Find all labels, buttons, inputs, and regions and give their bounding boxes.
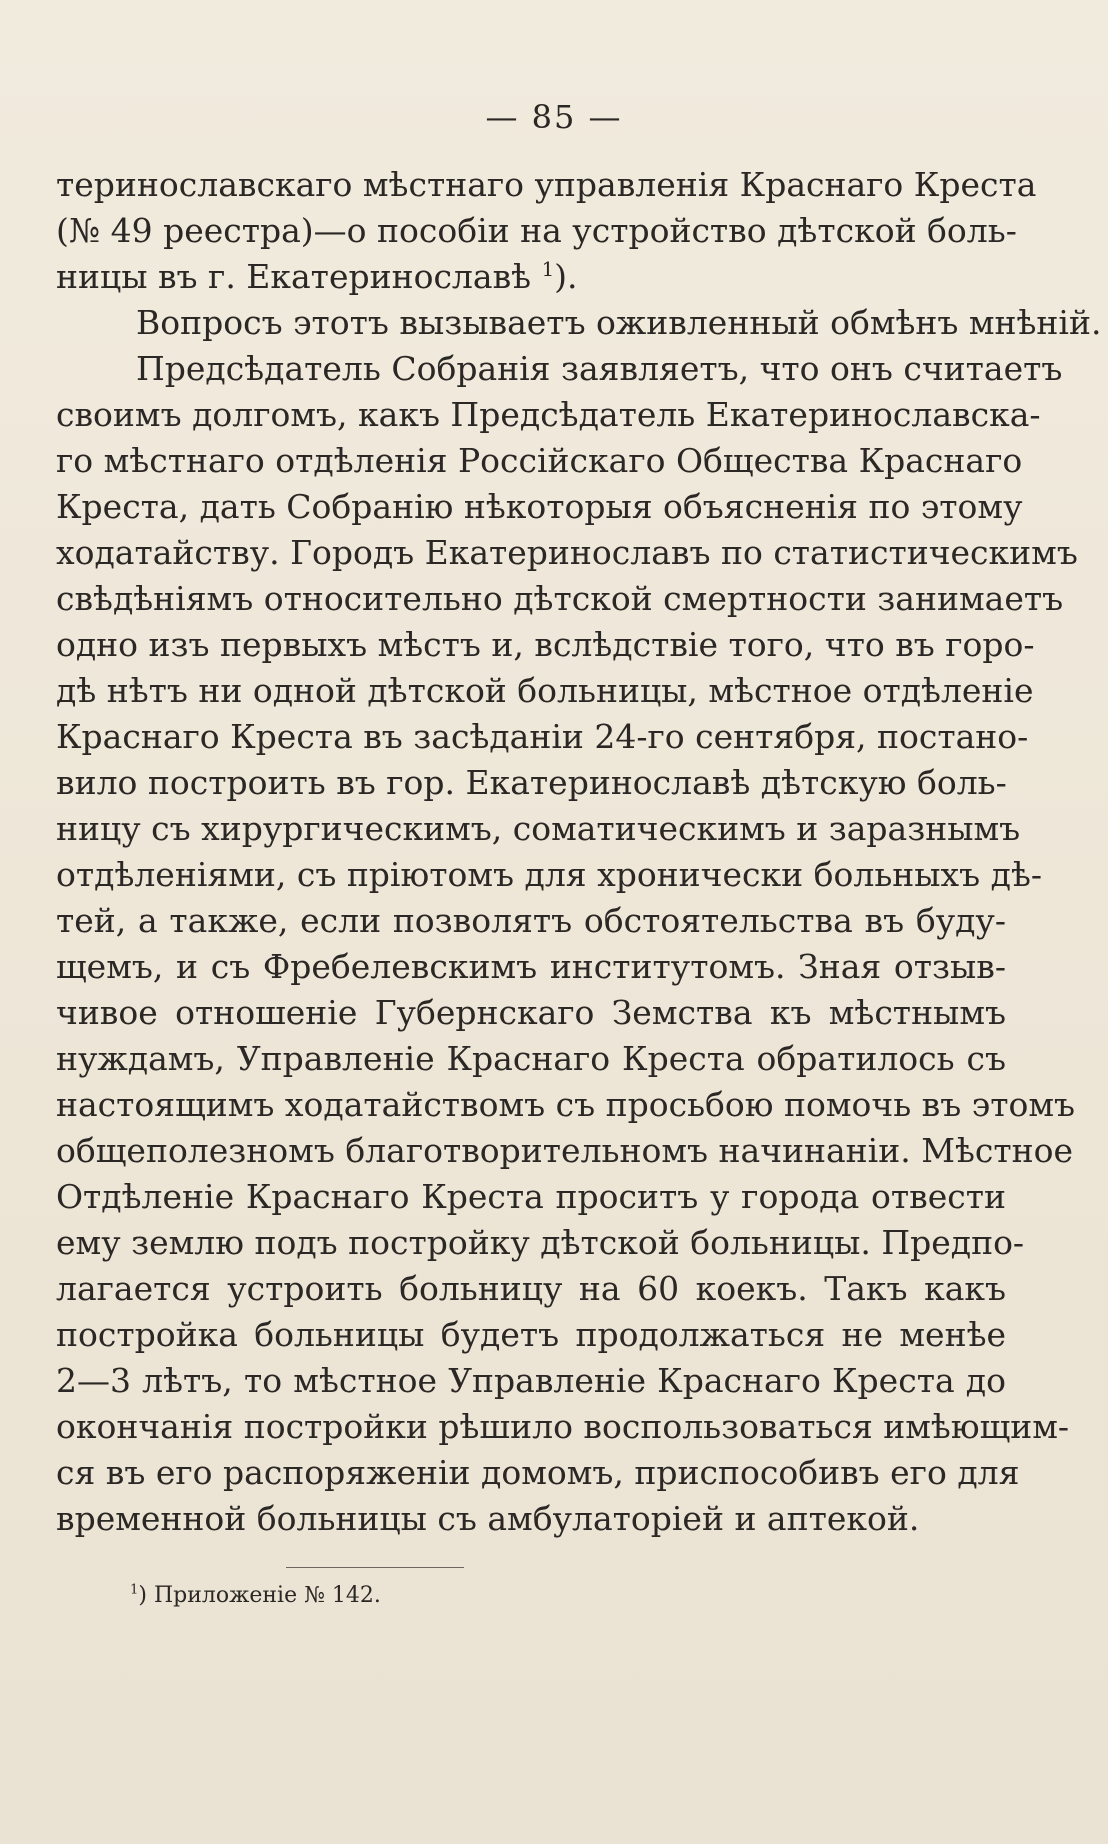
text-line: Отдѣленіе Краснаго Креста проситъ у города отвести [56, 1177, 1006, 1216]
footnote [130, 1580, 381, 1612]
text-line: го мѣстнаго отдѣленія Россійскаго Общества Краснаго [56, 441, 1023, 480]
text-line: вило построить въ гор. Екатеринославѣ дѣтскую боль- [56, 763, 1007, 802]
text-line-tail: ). [554, 257, 578, 296]
text-line: отдѣленіями, съ пріютомъ для хронически больныхъ дѣ- [56, 855, 1043, 894]
text-line: одно изъ первыхъ мѣстъ и, вслѣдствіе того, что въ горо- [56, 625, 1035, 664]
text-line-content: ницы въ г. Екатеринославѣ [56, 257, 532, 296]
text-line: окончанія постройки рѣшило воспользоваться имѣющим- [56, 1407, 1070, 1446]
text-line: свѣдѣніямъ относительно дѣтской смертности занимаетъ [56, 579, 1064, 618]
footnote-text: ) Приложеніе № 142. [138, 1583, 381, 1608]
text-line: Вопросъ этотъ вызываетъ оживленный обмѣнъ мнѣній. [136, 303, 1102, 342]
text-line: лагается устроить больницу на 60 коекъ. Такъ какъ [56, 1269, 1006, 1308]
text-line: тей, а также, если позволятъ обстоятельства въ буду- [56, 901, 1006, 940]
text-line: Краснаго Креста въ засѣданіи 24-го сентября, постано- [56, 717, 1029, 756]
body-text [56, 162, 1102, 1542]
text-line [56, 254, 1006, 300]
text-line: теринославскаго мѣстнаго управленія Краснаго Креста [56, 165, 1037, 204]
text-line: ницу съ хирургическимъ, соматическимъ и заразнымъ [56, 809, 1021, 848]
text-line: (№ 49 реестра)—о пособіи на устройство дѣтской боль- [56, 211, 1017, 250]
text-line: постройка больницы будетъ продолжаться не менѣе [56, 1315, 1006, 1354]
text-line: настоящимъ ходатайствомъ съ просьбою помочь въ этомъ [56, 1085, 1076, 1124]
text-line: Креста, дать Собранію нѣкоторыя объясненія по этому [56, 487, 1023, 526]
text-line: чивое отношеніе Губернскаго Земства къ мѣстнымъ [56, 993, 1006, 1032]
footnote-reference: 1 [541, 258, 555, 281]
text-line: дѣ нѣтъ ни одной дѣтской больницы, мѣстное отдѣленіе [56, 671, 1034, 710]
text-line: временной больницы съ амбулаторіей и аптекой. [56, 1499, 920, 1538]
footnote-divider [286, 1567, 464, 1568]
footnote-marker: 1 [130, 1582, 139, 1598]
text-line: общеполезномъ благотворительномъ начинаніи. Мѣстное [56, 1131, 1074, 1170]
page-number: — 85 — [485, 98, 623, 136]
text-line: Предсѣдатель Собранія заявляетъ, что онъ считаетъ [136, 349, 1063, 388]
text-line: нуждамъ, Управленіе Краснаго Креста обратилось съ [56, 1039, 1006, 1078]
text-line: ходатайству. Городъ Екатеринославъ по статистическимъ [56, 533, 1078, 572]
text-line: щемъ, и съ Фребелевскимъ институтомъ. Зная отзыв- [56, 947, 1006, 986]
text-line: 2—3 лѣтъ, то мѣстное Управленіе Краснаго Креста до [56, 1361, 1006, 1400]
text-line: ему землю подъ постройку дѣтской больницы. Предпо- [56, 1223, 1025, 1262]
text-line: своимъ долгомъ, какъ Предсѣдатель Екатеринославска- [56, 395, 1041, 434]
text-line: ся въ его распоряженіи домомъ, приспособивъ его для [56, 1453, 1020, 1492]
